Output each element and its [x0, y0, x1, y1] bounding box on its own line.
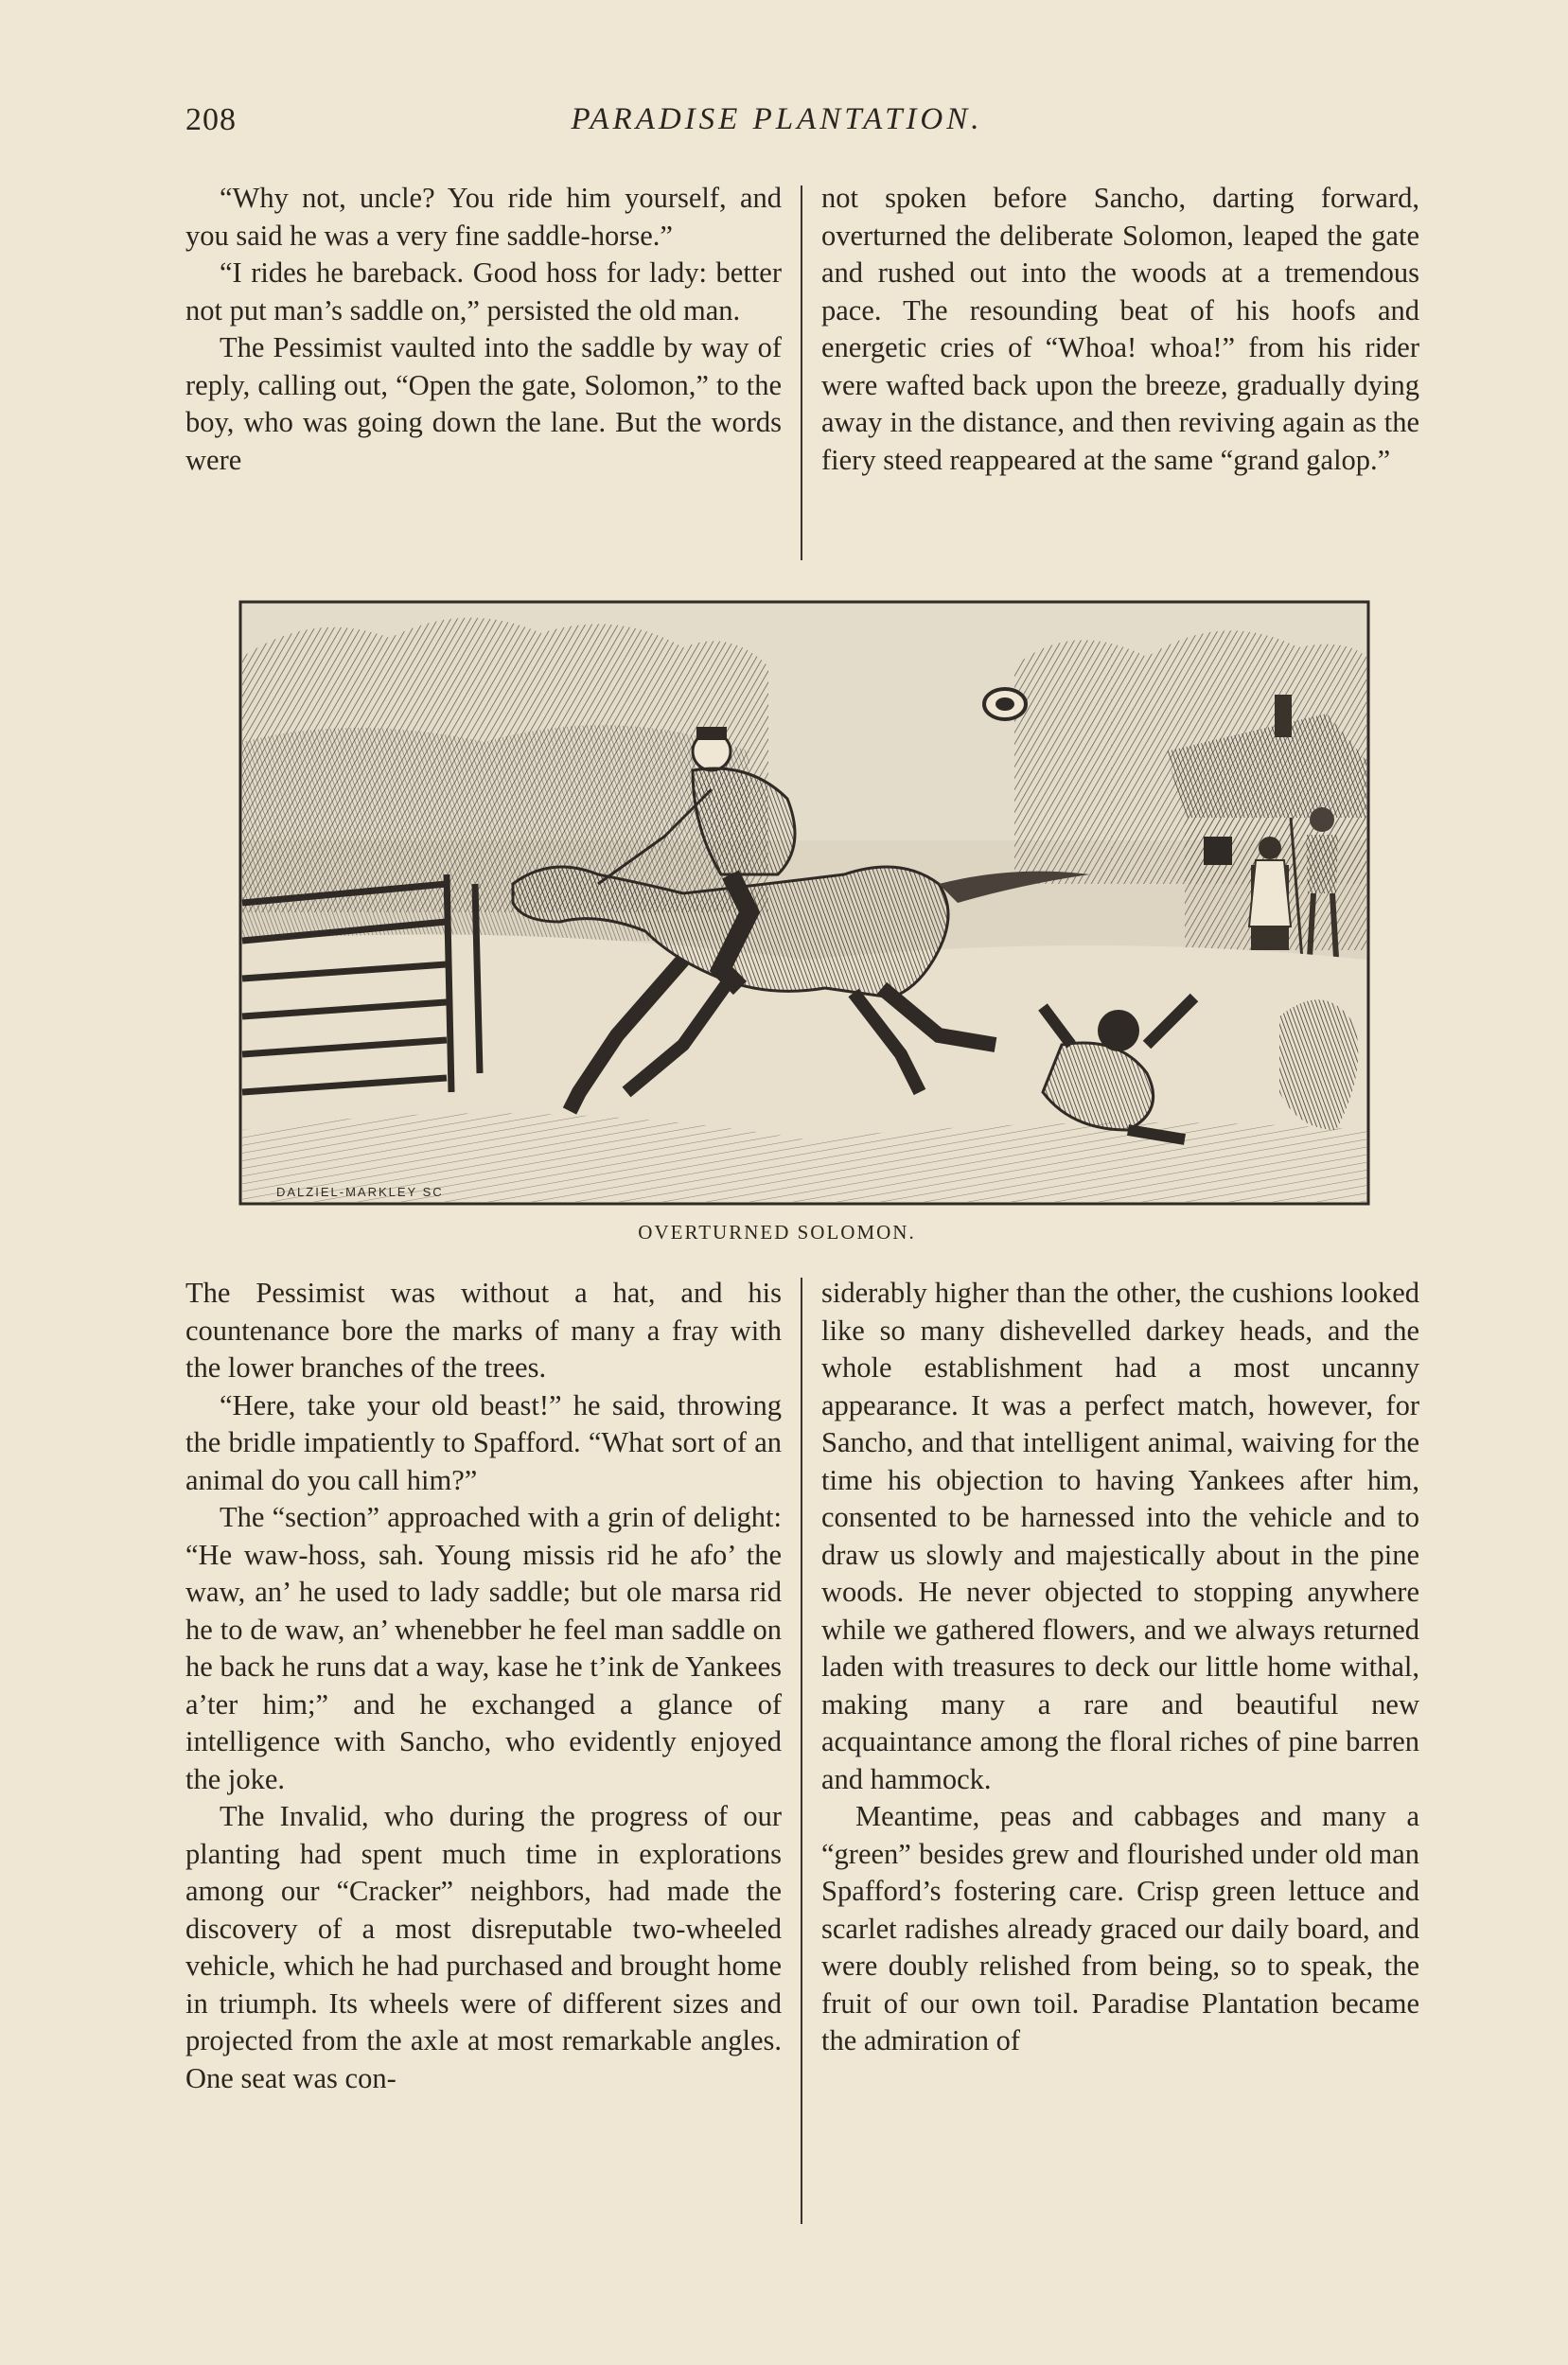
engraving-illustration	[238, 600, 1370, 1206]
figure-caption: OVERTURNED SOLOMON.	[638, 1221, 916, 1244]
paragraph: The Invalid, who during the progress of our planting had spent much time in explorations among our “Cracker” neighbors, had made the discovery of a most disreputable two-wheeled vehicle, which he had purchased and brought home in triumph. Its wheels were of different sizes and projected from the axle at most remarkable angles. One seat was con-	[185, 1800, 782, 2094]
column-divider	[801, 185, 802, 560]
running-title: PARADISE PLANTATION.	[571, 102, 983, 136]
flying-hat	[984, 689, 1026, 719]
top-right-column	[821, 180, 1419, 479]
bottom-right-column	[821, 1275, 1419, 2060]
page-header	[185, 102, 1368, 150]
paragraph: “I rides he bareback. Good hoss for lady: better not put man’s saddle on,” persisted the old man.	[185, 256, 782, 327]
page-number: 208	[185, 102, 237, 137]
top-left-column	[185, 180, 782, 479]
paragraph: The Pessimist vaulted into the saddle by way of reply, calling out, “Open the gate, Solomon,” to the boy, who was going down the lane. But the words were	[185, 331, 782, 476]
paragraph: Meantime, peas and cabbages and many a “green” besides grew and flourished under old man Spafford’s fostering care. Crisp green lettuce and scarlet radishes already graced our daily board, and were doubly relished from being, so to speak, the fruit of our own toil. Paradise Plantation became the admiration of	[821, 1800, 1419, 2056]
paragraph: The “section” approached with a grin of delight: “He waw-hoss, sah. Young missis rid he afo’ the waw, an’ he used to lady saddle; but ole marsa rid he to de waw, an’ whenebber he feel man saddle on he back he runs dat a way, kase he t’ink de Yankees a’ter him;” and he exchanged a glance of intelligence with Sancho, who evidently enjoyed the joke.	[185, 1501, 782, 1795]
paragraph: siderably higher than the other, the cushions looked like so many dishevelled darkey heads, and the whole establishment had a most uncanny appearance. It was a perfect match, however, for Sancho, and that intelligent animal, waiving for the time his objection to having Yankees after him, consented to be harnessed into the vehicle and to draw us slowly and majestically about in the pine woods. He never objected to stopping anywhere while we gathered flowers, and we always returned laden with treasures to deck our little home withal, making many a rare and beautiful new acquaintance among the floral riches of pine barren and hammock.	[821, 1277, 1419, 1795]
bottom-left-column	[185, 1275, 782, 2097]
engraver-signature: DALZIEL-MARKLEY SC	[276, 1185, 444, 1199]
paragraph: “Why not, uncle? You ride him yourself, and you said he was a very fine saddle-horse.”	[185, 182, 782, 252]
paragraph: “Here, take your old beast!” he said, throwing the bridle impatiently to Spafford. “What sort of an animal do you call him?”	[185, 1388, 782, 1496]
paragraph: not spoken before Sancho, darting forward, overturned the deliberate Solomon, leaped the gate and rushed out into the woods at a tremendous pace. The resounding beat of his hoofs and energetic cries of “Whoa! whoa!” from his rider were wafted back upon the breeze, gradually dying away in the distance, and then reviving again as the fiery steed reappeared at the same “grand galop.”	[821, 182, 1419, 476]
engraving-svg	[238, 600, 1370, 1206]
column-divider	[801, 1278, 802, 2224]
paragraph: The Pessimist was without a hat, and his countenance bore the marks of many a fray with the lower branches of the trees.	[185, 1277, 782, 1384]
